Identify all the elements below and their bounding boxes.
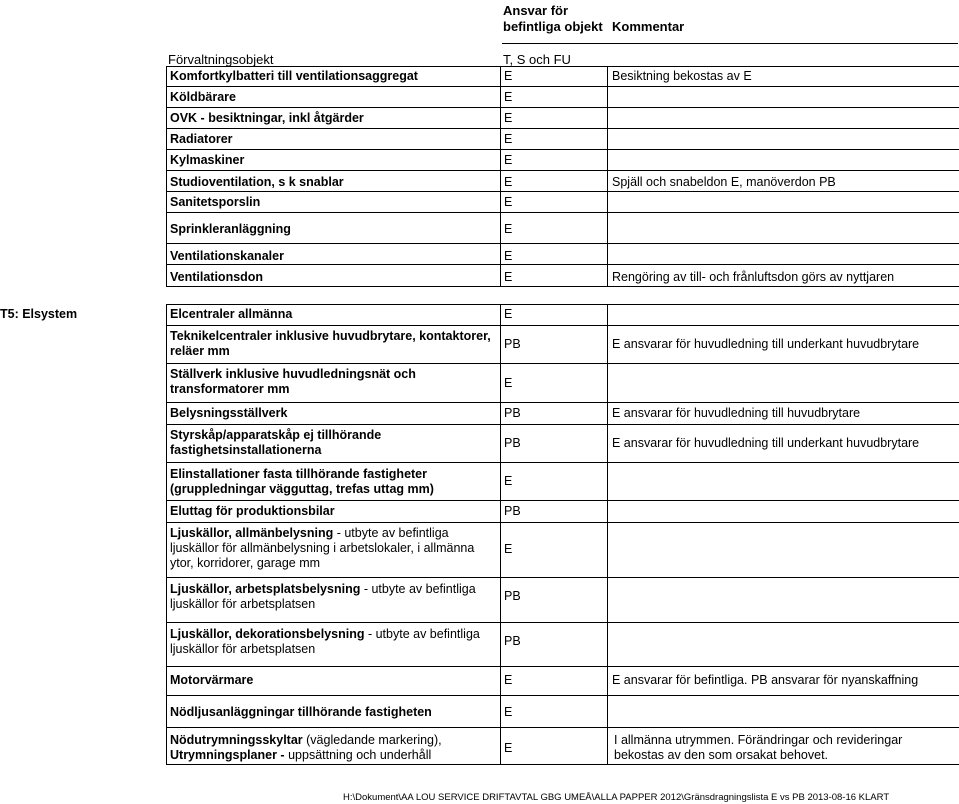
- row-line: [166, 727, 959, 728]
- row-label: [170, 526, 490, 571]
- header-rule: [502, 43, 958, 44]
- label-rest-part: - utbyte av befintliga ljuskällor för arbetsplatsen: [170, 627, 480, 656]
- row-comment: E ansvarar för huvudledning till huvudbrytare: [612, 406, 861, 420]
- row-line: [166, 363, 959, 364]
- row-label: Radiatorer: [170, 132, 233, 146]
- label-rest-part: uppsättning och underhåll: [284, 748, 432, 762]
- row-value: E: [504, 741, 513, 755]
- row-value: E: [504, 153, 513, 167]
- col-line-right: [607, 66, 608, 286]
- row-line: [166, 500, 959, 501]
- row-line: [166, 149, 959, 150]
- row-value: PB: [504, 436, 521, 450]
- row-line: [166, 764, 959, 765]
- row-label: Köldbärare: [170, 90, 236, 104]
- label-bold-part: Ljuskällor, dekorationsbelysning: [170, 627, 365, 641]
- row-line: [166, 191, 959, 192]
- row-value: E: [504, 270, 513, 284]
- row-line: [166, 577, 959, 578]
- row-label: Sprinkleranläggning: [170, 222, 291, 236]
- row-value: E: [504, 249, 513, 263]
- row-comment: I allmänna utrymmen. Förändringar och revideringar bekostas av den som orsakat behovet.: [614, 733, 903, 762]
- row-label: Ventilationskanaler: [170, 249, 284, 263]
- row-value: E: [504, 474, 513, 488]
- row-label: [170, 582, 490, 612]
- row-line: [166, 212, 959, 213]
- row-value: E: [504, 222, 513, 236]
- col-line-mid: [500, 66, 501, 286]
- row-value: E: [504, 132, 513, 146]
- row-value: PB: [504, 589, 521, 603]
- label-bold-part: Nödutrymningsskyltar: [170, 733, 303, 747]
- row-label: Elinstallationer fasta tillhörande fastigheter (gruppledningar vägguttag, trefas uttag mm): [170, 467, 434, 496]
- row-line: [166, 666, 959, 667]
- header-responsible: Ansvar för befintliga objekt: [503, 3, 603, 34]
- row-value: E: [504, 307, 513, 321]
- label-line-1: [170, 733, 442, 748]
- label-rest-part: - utbyte av befintliga ljuskällor för allmänbelysning i arbetslokaler, i allmänna ytor, korridorer, garage mm: [170, 526, 475, 570]
- row-label: [170, 733, 442, 763]
- row-line: [166, 128, 959, 129]
- row-label: Teknikelcentraler inklusive huvudbrytare, kontaktorer, reläer mm: [170, 329, 491, 358]
- row-line: [166, 462, 959, 463]
- row-label: Kylmaskiner: [170, 153, 245, 167]
- row-label: Studioventilation, s k snablar: [170, 175, 344, 189]
- label-rest-part: (vägledande markering),: [302, 733, 442, 747]
- row-label: Styrskåp/apparatskåp ej tillhörande fastighetsinstallationerna: [170, 428, 382, 457]
- row-comment: E ansvarar för huvudledning till underkant huvudbrytare: [612, 436, 920, 450]
- row-value: E: [504, 542, 513, 556]
- label-bold-part: Ljuskällor, allmänbelysning: [170, 526, 334, 540]
- row-label: Belysningsställverk: [170, 406, 288, 420]
- section-title: T5: Elsystem: [0, 307, 78, 321]
- row-line: [166, 107, 959, 108]
- row-line: [166, 170, 959, 171]
- label-bold-part: Utrymningsplaner -: [170, 748, 285, 762]
- row-value: PB: [504, 504, 521, 518]
- footer-path: H:\Dokument\AA LOU SERVICE DRIFTAVTAL GBG UMEÅ\ALLA PAPPER 2012\Gränsdragningslista E vs PB 2013-08-16 KLART: [343, 792, 890, 803]
- row-line: [166, 286, 959, 287]
- row-value: E: [504, 376, 513, 390]
- header-tsfu: T, S och FU: [503, 52, 571, 67]
- row-comment: Rengöring av till- och frånluftsdon görs av nyttjaren: [612, 270, 895, 284]
- header-comment: Kommentar: [612, 19, 685, 34]
- row-line: [166, 522, 959, 523]
- row-label: Ventilationsdon: [170, 270, 264, 284]
- row-value: PB: [504, 634, 521, 648]
- row-label: Elcentraler allmänna: [170, 307, 293, 321]
- row-value: PB: [504, 337, 521, 351]
- row-comment: Spjäll och snabeldon E, manöverdon PB: [612, 175, 836, 189]
- row-value: E: [504, 175, 513, 189]
- label-line-2: [170, 748, 442, 763]
- row-value: E: [504, 673, 513, 687]
- row-label: [170, 627, 490, 657]
- row-value: E: [504, 111, 513, 125]
- col-line-left: [166, 66, 167, 286]
- row-line: [166, 304, 959, 305]
- row-line: [166, 66, 959, 67]
- row-label: Ställverk inklusive huvudledningsnät och transformatorer mm: [170, 367, 416, 396]
- row-line: [166, 622, 959, 623]
- row-line: [166, 86, 959, 87]
- row-line: [166, 264, 959, 265]
- row-line: [166, 402, 959, 403]
- row-comment: Besiktning bekostas av E: [612, 69, 752, 83]
- label-rest-part: - utbyte av befintliga ljuskällor för arbetsplatsen: [170, 582, 476, 611]
- row-value: E: [504, 705, 513, 719]
- row-comment: E ansvarar för huvudledning till underkant huvudbrytare: [612, 337, 920, 351]
- row-value: E: [504, 90, 513, 104]
- row-label: Komfortkylbatteri till ventilationsaggregat: [170, 69, 418, 83]
- row-line: [166, 695, 959, 696]
- row-label: Motorvärmare: [170, 673, 254, 687]
- header-object: Förvaltningsobjekt: [168, 52, 274, 67]
- row-line: [166, 325, 959, 326]
- row-line: [166, 243, 959, 244]
- row-label: OVK - besiktningar, inkl åtgärder: [170, 111, 364, 125]
- row-label: Eluttag för produktionsbilar: [170, 504, 335, 518]
- label-bold-part: Ljuskällor, arbetsplatsbelysning: [170, 582, 361, 596]
- row-value: E: [504, 195, 513, 209]
- row-line: [166, 424, 959, 425]
- row-value: PB: [504, 406, 521, 420]
- row-comment: E ansvarar för befintliga. PB ansvarar för nyanskaffning: [612, 673, 919, 687]
- row-value: E: [504, 69, 513, 83]
- row-label: Sanitetsporslin: [170, 195, 261, 209]
- row-label: Nödljusanläggningar tillhörande fastigheten: [170, 705, 432, 719]
